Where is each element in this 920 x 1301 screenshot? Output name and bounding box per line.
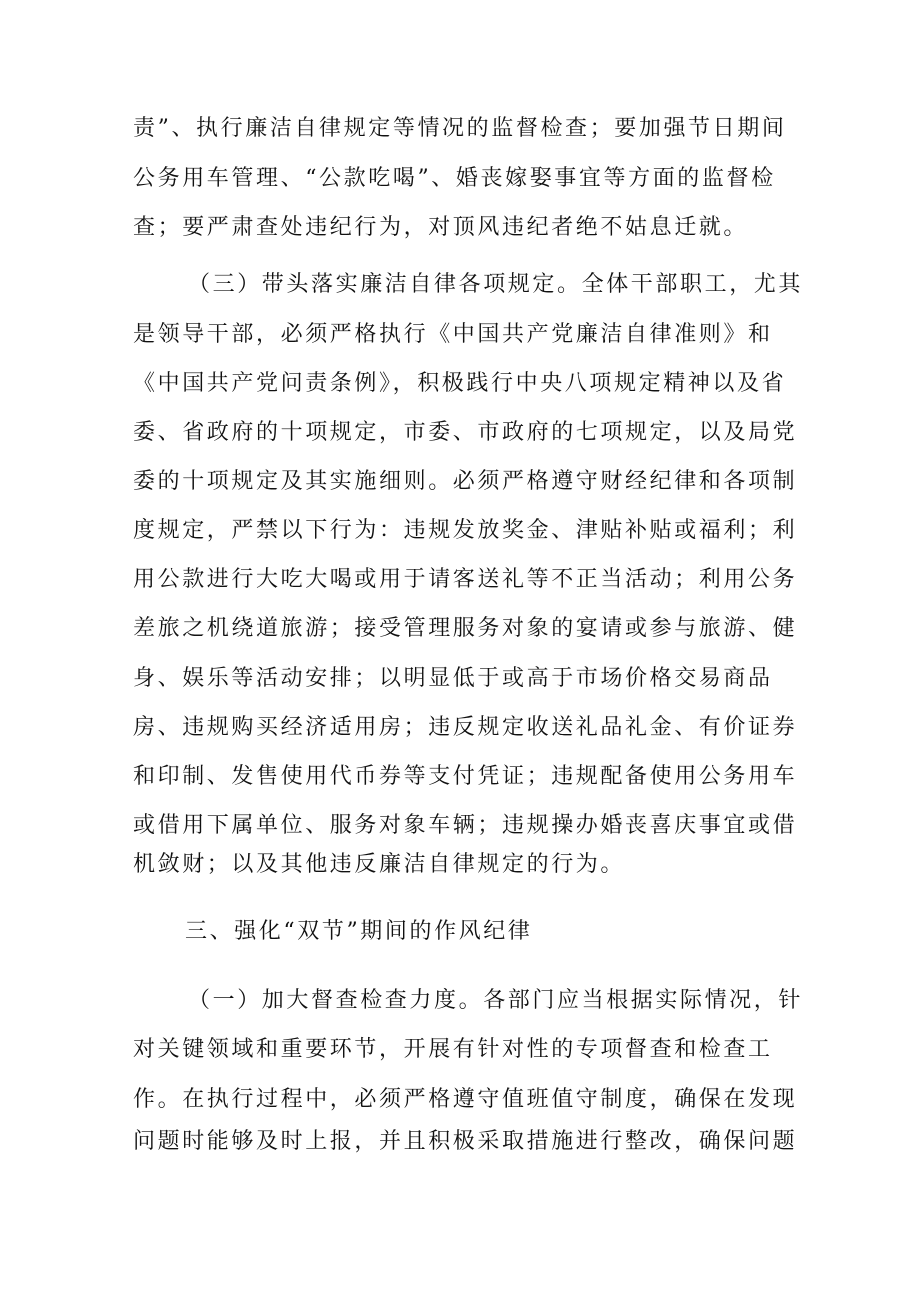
text-line: 责”、执行廉洁自律规定等情况的监督检查；要加强节日期间: [133, 116, 787, 141]
paragraph-first-line: （一）加大督查检查力度。各部门应当根据实际情况，针: [188, 988, 804, 1013]
text-line: 是领导干部，必须严格执行《中国共产党廉洁自律准则》和: [133, 322, 773, 347]
text-line: 问题时能够及时上报，并且积极采取措施进行整改，确保问题: [133, 1129, 798, 1154]
paragraph-first-line: （三）带头落实廉洁自律各项规定。全体干部职工，尤其: [188, 272, 804, 297]
text-line: 度规定，严禁以下行为：违规发放奖金、津贴补贴或福利；利: [133, 518, 798, 543]
text-line: 机敛财；以及其他违反廉洁自律规定的行为。: [133, 852, 626, 877]
text-line: 对关键领域和重要环节，开展有针对性的专项督查和检查工: [133, 1037, 773, 1062]
text-line: 房、违规购买经济适用房；违反规定收送礼品礼金、有价证券: [133, 715, 798, 740]
text-line: 用公款进行大吃大喝或用于请客送礼等不正当活动；利用公务: [133, 567, 798, 592]
text-line: 公务用车管理、“公款吃喝”、婚丧嫁娶事宜等方面的监督检: [133, 166, 776, 191]
text-line: 委的十项规定及其实施细则。必须严格遵守财经纪律和各项制: [133, 469, 798, 494]
text-line: 和印制、发售使用代币券等支付凭证；违规配备使用公务用车: [133, 764, 798, 789]
text-line: 差旅之机绕道旅游；接受管理服务对象的宴请或参与旅游、健: [133, 616, 798, 641]
section-heading: 三、强化“双节”期间的作风纪律: [185, 919, 533, 944]
text-line: 《中国共产党问责条例》，积极践行中央八项规定精神以及省: [133, 371, 787, 396]
text-line: 或借用下属单位、服务对象车辆；违规操办婚丧喜庆事宜或借: [133, 813, 798, 838]
text-line: 作。在执行过程中，必须严格遵守值班值守制度，确保在发现: [133, 1087, 798, 1112]
text-line: 委、省政府的十项规定，市委、市政府的七项规定，以及局党: [133, 420, 798, 445]
text-line: 身、娱乐等活动安排；以明显低于或高于市场价格交易商品: [133, 666, 773, 691]
text-line: 查；要严肃查处违纪行为，对顶风违纪者绝不姑息迁就。: [133, 215, 749, 240]
